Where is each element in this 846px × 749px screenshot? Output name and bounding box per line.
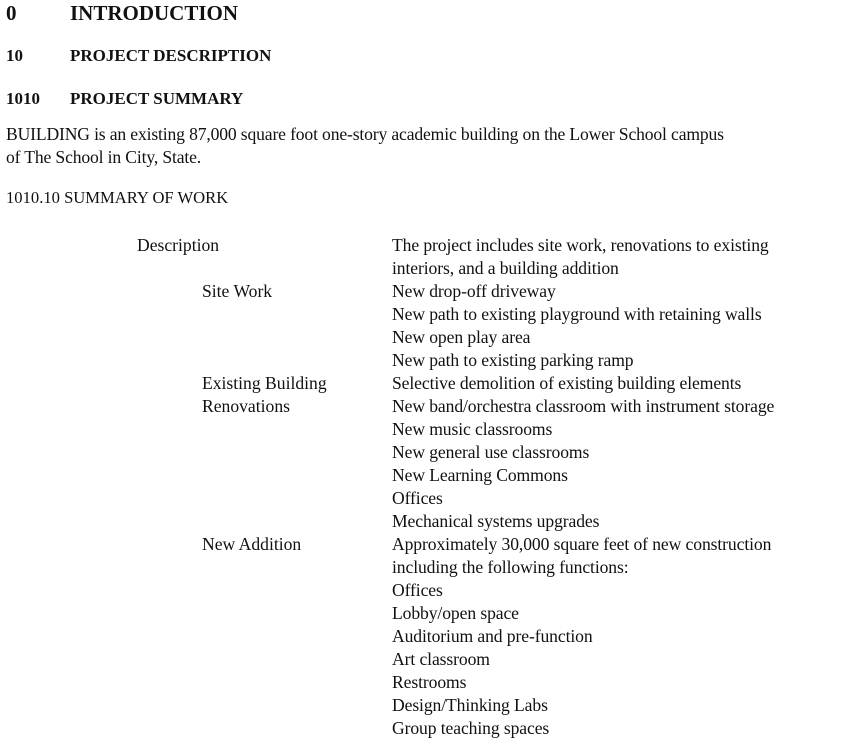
heading-title: PROJECT DESCRIPTION xyxy=(70,46,272,65)
row-value: New path to existing playground with retaining walls xyxy=(392,304,762,324)
table-row xyxy=(0,234,846,257)
table-row xyxy=(0,625,846,648)
row-value: New Learning Commons xyxy=(392,465,568,485)
table-row xyxy=(0,441,846,464)
row-label-new-addition: New Addition xyxy=(202,534,302,554)
table-row xyxy=(0,303,846,326)
row-label-site-work: Site Work xyxy=(202,281,273,301)
row-value: Lobby/open space xyxy=(392,603,519,623)
heading-project-description xyxy=(6,45,271,67)
row-value: Mechanical systems upgrades xyxy=(392,511,600,531)
row-value: Approximately 30,000 square feet of new construction xyxy=(392,534,772,554)
row-value: Group teaching spaces xyxy=(392,718,550,738)
heading-introduction xyxy=(6,0,238,26)
row-value: Auditorium and pre-function xyxy=(392,626,593,646)
table-row xyxy=(0,579,846,602)
heading-number: 10 xyxy=(6,46,23,65)
row-value: Restrooms xyxy=(392,672,467,692)
table-row xyxy=(0,418,846,441)
heading-number: 1010 xyxy=(6,89,40,108)
row-value: The project includes site work, renovations to existing xyxy=(392,235,769,255)
row-label-renovations: Renovations xyxy=(202,396,290,416)
table-row xyxy=(0,372,846,395)
table-row xyxy=(0,280,846,303)
row-value: Design/Thinking Labs xyxy=(392,695,548,715)
paragraph-line: of The School in City, State. xyxy=(6,147,202,167)
table-row xyxy=(0,349,846,372)
heading-project-summary xyxy=(6,88,243,110)
row-value: Offices xyxy=(392,580,443,600)
row-value: New music classrooms xyxy=(392,419,553,439)
table-row xyxy=(0,671,846,694)
heading-title: INTRODUCTION xyxy=(70,1,239,25)
row-label-existing-building: Existing Building xyxy=(202,373,327,393)
table-row xyxy=(0,717,846,740)
row-value: New drop-off driveway xyxy=(392,281,556,301)
table-row xyxy=(0,464,846,487)
row-value: including the following functions: xyxy=(392,557,629,577)
table-row xyxy=(0,257,846,280)
subsection-title: 1010.10 SUMMARY OF WORK xyxy=(6,188,229,207)
table-row xyxy=(0,395,846,418)
table-row xyxy=(0,510,846,533)
summary-of-work-table xyxy=(0,234,846,740)
row-value: New band/orchestra classroom with instrument storage xyxy=(392,396,775,416)
summary-paragraph xyxy=(6,123,844,169)
row-value: Offices xyxy=(392,488,443,508)
table-row xyxy=(0,556,846,579)
paragraph-line: BUILDING is an existing 87,000 square foot one-story academic building on the Lower School campus xyxy=(6,124,724,144)
heading-number: 0 xyxy=(6,1,17,25)
table-row xyxy=(0,602,846,625)
row-value: Art classroom xyxy=(392,649,490,669)
row-value: New path to existing parking ramp xyxy=(392,350,634,370)
row-value: New open play area xyxy=(392,327,531,347)
table-row xyxy=(0,487,846,510)
table-row xyxy=(0,326,846,349)
heading-title: PROJECT SUMMARY xyxy=(70,89,244,108)
row-value: Selective demolition of existing building elements xyxy=(392,373,742,393)
row-label-description: Description xyxy=(137,235,220,255)
row-value: New general use classrooms xyxy=(392,442,590,462)
table-row xyxy=(0,694,846,717)
row-value: interiors, and a building addition xyxy=(392,258,619,278)
table-row xyxy=(0,648,846,671)
table-row xyxy=(0,533,846,556)
